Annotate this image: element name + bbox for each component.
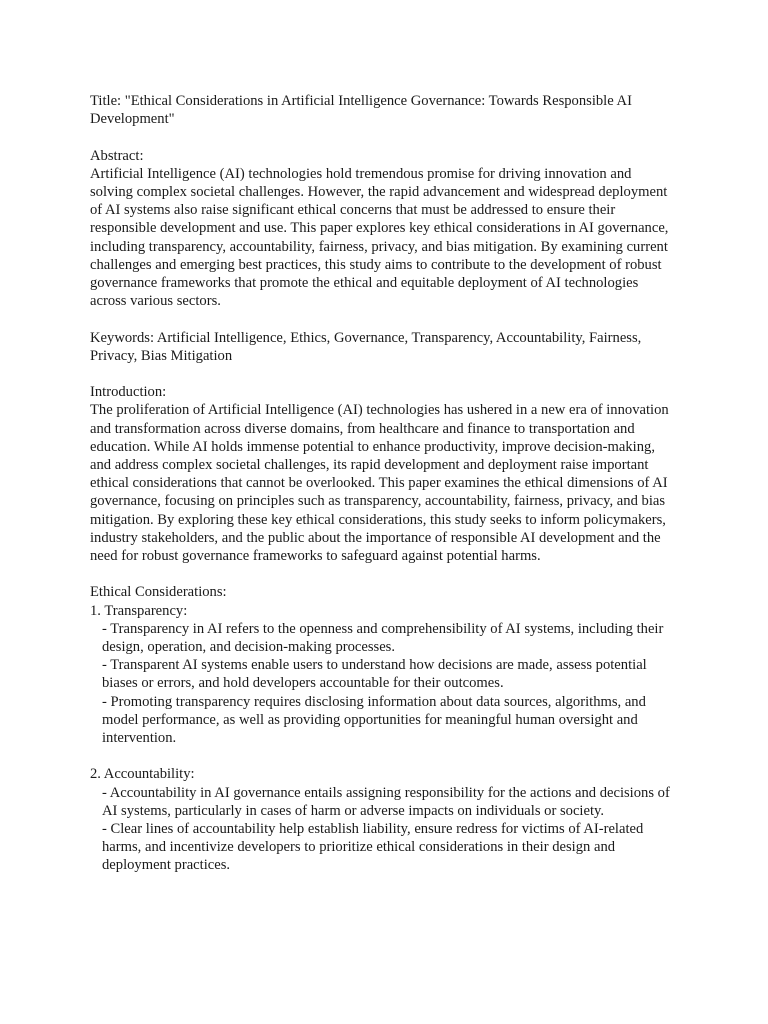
transparency-point: - Transparency in AI refers to the openness and comprehensibility of AI systems, including their design, operation, and decision-making processes.: [102, 620, 668, 656]
abstract-heading: Abstract:: [90, 147, 144, 164]
accountability-point: - Accountability in AI governance entails assigning responsibility for the actions and decisions of AI systems, particularly in cases of harm or adverse impacts on individuals or society.: [102, 784, 673, 819]
keywords-text: Keywords: Artificial Intelligence, Ethics, Governance, Transparency, Accountability, Fairness, Privacy, Bias Mitigation: [90, 329, 645, 364]
section-title-transparency: 1. Transparency:: [90, 602, 188, 619]
keywords-section: [90, 329, 670, 365]
introduction-text: The proliferation of Artificial Intelligence (AI) technologies has ushered in a new era of innovation and transformation across diverse domains, from healthcare and finance to transportation and education. While AI holds immense potential to enhance productivity, improve decision-making, and address complex societal challenges, its rapid development and deployment raise important ethical considerations that cannot be overlooked. This paper examines the ethical dimensions of AI governance, focusing on principles such as transparency, accountability, fairness, privacy, and bias mitigation. By exploring these key ethical considerations, this study seeks to inform policymakers, industry stakeholders, and the public about the importance of responsible AI development and the need for robust governance frameworks to safeguard against potential harms.: [90, 402, 673, 565]
introduction-heading: Introduction:: [90, 384, 167, 401]
title-text: Title: "Ethical Considerations in Artificial Intelligence Governance: Towards Responsible AI Development": [90, 93, 636, 128]
accountability-point: - Clear lines of accountability help establish liability, ensure redress for victims of AI-related harms, and incentivize developers to prioritize ethical considerations in their design and deployment practices.: [102, 821, 647, 874]
transparency-point: - Promoting transparency requires disclosing information about data sources, algorithms, and model performance, as well as providing opportunities for meaningful human oversight and intervention.: [102, 693, 650, 747]
document-page: [90, 92, 673, 893]
abstract-text: Artificial Intelligence (AI) technologies hold tremendous promise for driving innovation and solving complex societal challenges. However, the rapid advancement and widespread deployment of AI systems also raise significant ethical concerns that must be addressed to ensure their responsible development and use. This paper explores key ethical considerations in AI governance, including transparency, accountability, fairness, privacy, and bias mitigation. By examining current challenges and emerging best practices, this study aims to contribute to the development of robust governance frameworks that promote the ethical and equitable deployment of AI technologies across various sectors.: [90, 165, 673, 310]
introduction-section: [90, 383, 673, 565]
ethical-considerations-section: [90, 583, 670, 747]
document-title: [90, 92, 670, 128]
abstract-section: [90, 147, 673, 311]
accountability-section: [90, 765, 673, 874]
transparency-point: - Transparent AI systems enable users to understand how decisions are made, assess potential biases or errors, and hold developers accountable for their outcomes.: [102, 657, 651, 692]
ethical-heading: Ethical Considerations:: [90, 584, 227, 601]
section-title-accountability: 2. Accountability:: [90, 766, 195, 783]
